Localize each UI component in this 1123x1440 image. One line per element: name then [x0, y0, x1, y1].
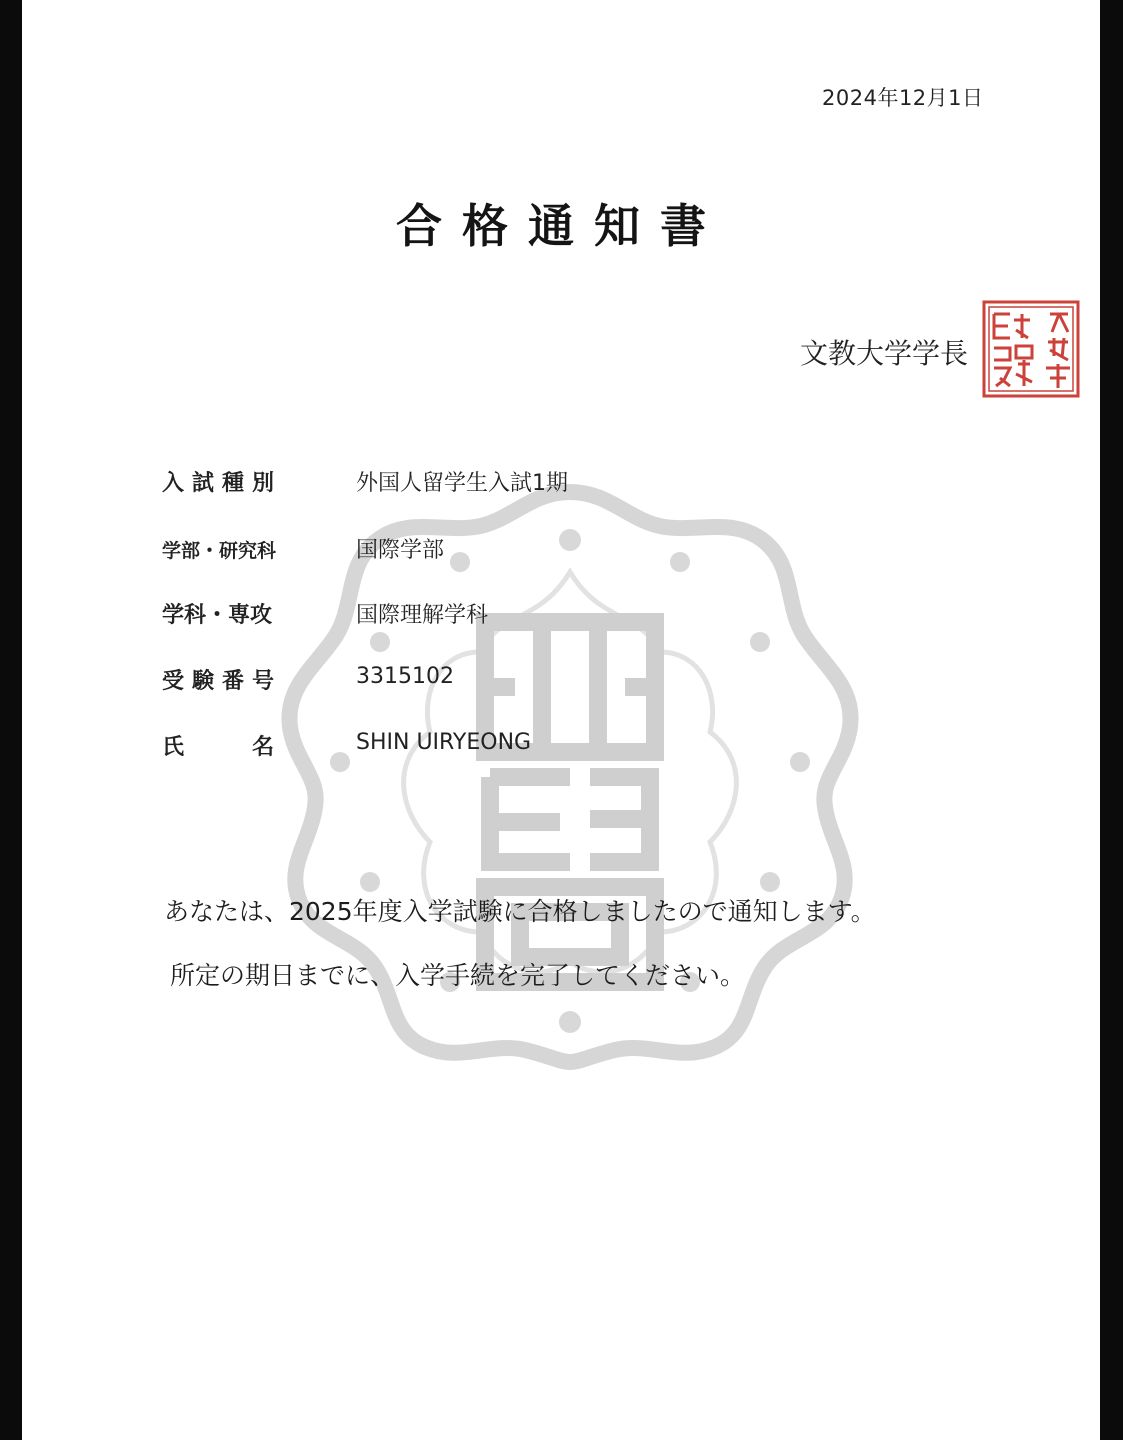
field-value-faculty: 国際学部 [356, 538, 445, 563]
acceptance-letter-page [22, 0, 1100, 1440]
field-label-faculty: 学部・研究科 [162, 540, 277, 562]
field-value-department: 国際理解学科 [356, 603, 489, 628]
notice-message-line2: 所定の期日までに、入学手続を完了してください。 [170, 961, 746, 990]
field-label-name: 氏 名 [162, 735, 283, 760]
official-seal-stamp [980, 298, 1082, 400]
field-value-name: SHIN UIRYEONG [356, 730, 532, 755]
notice-message-line1: あなたは、2025年度入学試験に合格しましたので通知します。 [164, 897, 876, 926]
issuer-name: 文教大学学長 [800, 337, 969, 370]
field-label-exam-type: 入試種別 [162, 471, 283, 496]
issue-date: 2024年12月1日 [822, 86, 984, 110]
field-row-name [162, 730, 962, 770]
field-value-exam-number: 3315102 [356, 664, 454, 689]
field-label-exam-number: 受験番号 [162, 669, 283, 694]
field-row-exam-number [162, 664, 962, 704]
field-row-faculty [162, 533, 962, 573]
field-row-department [162, 598, 962, 638]
field-row-exam-type [162, 466, 962, 506]
field-label-department: 学科・専攻 [162, 603, 273, 628]
document-title: 合格通知書 [396, 199, 726, 253]
field-value-exam-type: 外国人留学生入試1期 [356, 471, 568, 496]
